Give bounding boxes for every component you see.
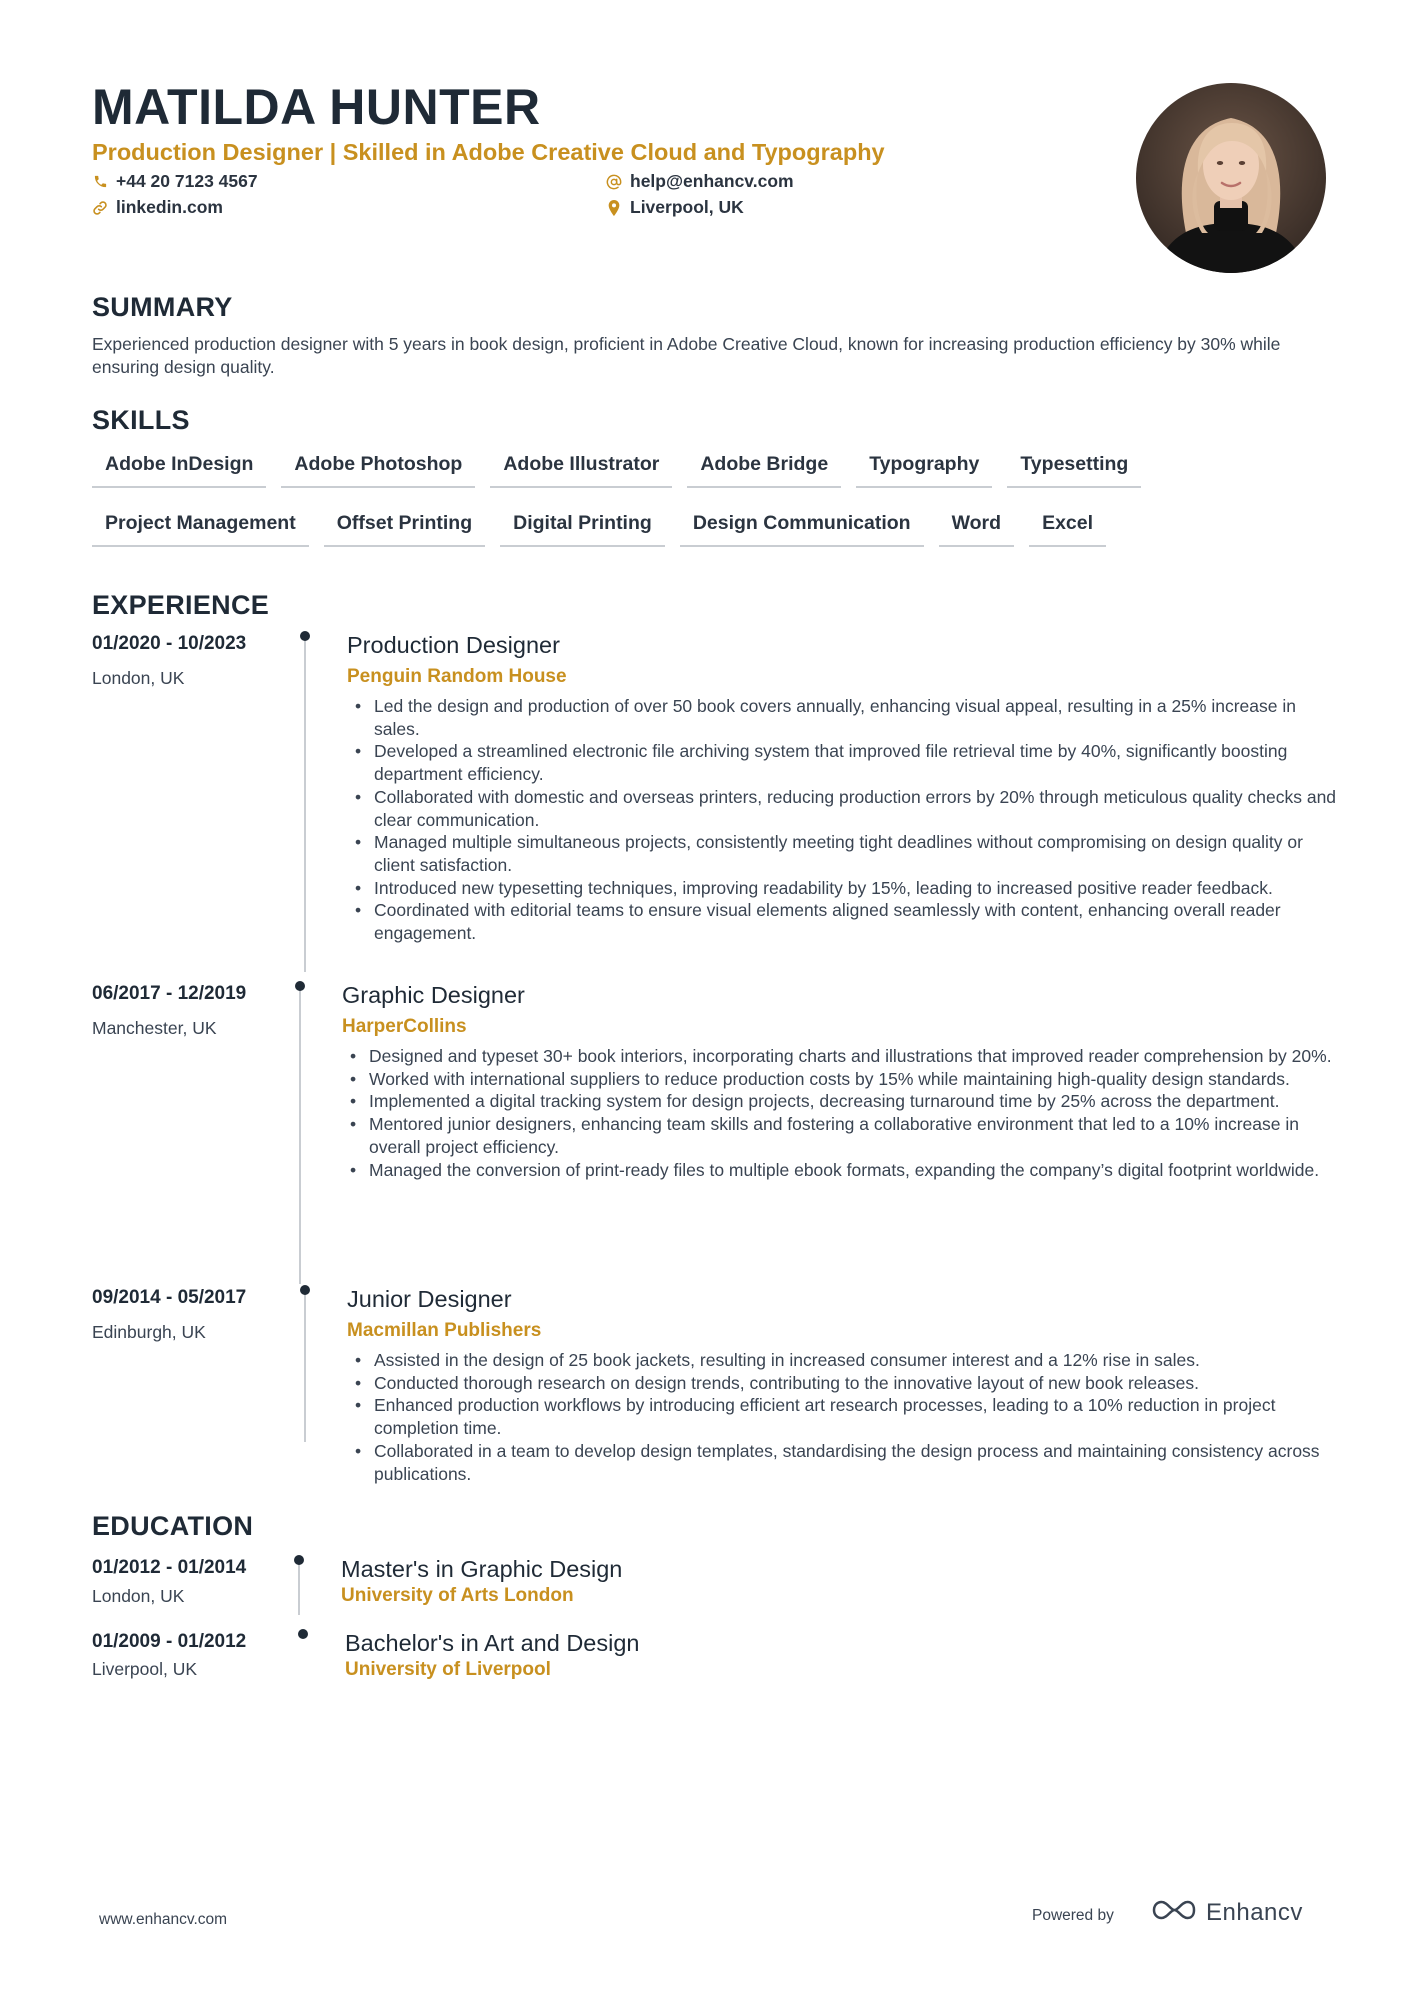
degree-title: Master's in Graphic Design [341,1556,623,1582]
summary-heading: SUMMARY [92,292,233,322]
skill-tag: Adobe InDesign [92,453,266,488]
bullet-item: • Coordinated with editorial teams to ensure visual elements aligned seamlessly with content, enhancing overall reader engagement. [348,899,1338,944]
job-bullets [348,695,1338,945]
timeline-line [298,1561,300,1615]
bullet-item: • Managed multiple simultaneous projects, consistently meeting tight deadlines without compromising on design quality or client satisfaction. [348,831,1338,876]
skill-tag: Digital Printing [500,512,665,547]
enhancv-brand-text: Enhancv [1206,1898,1303,1926]
bullet-item: • Enhanced production workflows by introducing efficient art research processes, leading to a 10% reduction in project completion time. [348,1394,1338,1439]
job-location: Manchester, UK [92,1018,217,1038]
enhancv-logo[interactable] [1150,1897,1303,1928]
location-text: Liverpool, UK [630,197,744,217]
bullet-item: • Worked with international suppliers to reduce production costs by 15% while maintaining high-quality design standards. [343,1068,1333,1091]
job-dates: 06/2017 - 12/2019 [92,983,247,1004]
edu-dates: 01/2012 - 01/2014 [92,1557,247,1578]
footer-website-link[interactable]: www.enhancv.com [99,1911,228,1928]
linkedin-link[interactable]: linkedin.com [116,197,223,217]
skill-tag: Adobe Bridge [687,453,841,488]
bullet-item: • Assisted in the design of 25 book jackets, resulting in increased consumer interest and a 12% rise in sales. [348,1349,1338,1372]
company-name: HarperCollins [342,1016,467,1037]
bullet-item: • Mentored junior designers, enhancing team skills and fostering a collaborative environment that led to a 10% increase in overall project efficiency. [343,1113,1333,1158]
skill-tag: Offset Printing [324,512,485,547]
timeline-line [304,636,306,972]
job-title: Production Designer [347,632,560,658]
timeline-dot [300,631,310,641]
enhancv-logo-icon [1150,1897,1198,1928]
school-name: University of Liverpool [345,1659,551,1680]
edu-location: Liverpool, UK [92,1659,198,1679]
phone-text: +44 20 7123 4567 [116,171,258,191]
skill-tag: Typesetting [1007,453,1141,488]
school-name: University of Arts London [341,1585,574,1606]
timeline-dot [294,1555,304,1565]
degree-title: Bachelor's in Art and Design [345,1630,640,1656]
bullet-item: • Implemented a digital tracking system for design projects, decreasing turnaround time by 25% across the department. [343,1090,1333,1113]
job-bullets [343,1045,1333,1181]
education-heading: EDUCATION [92,1511,254,1541]
footer-powered-by: Powered by [1032,1907,1114,1924]
job-dates: 01/2020 - 10/2023 [92,633,247,654]
timeline-dot [295,981,305,991]
skills-row-1 [92,453,1141,488]
job-location: Edinburgh, UK [92,1322,206,1342]
skill-tag: Excel [1029,512,1106,547]
contact-email[interactable] [606,171,794,192]
at-icon [606,174,622,190]
skill-tag: Project Management [92,512,309,547]
skill-tag: Typography [856,453,992,488]
email-link[interactable]: help@enhancv.com [630,171,794,191]
bullet-item: • Collaborated in a team to develop design templates, standardising the design process and maintaining consistency across publications. [348,1440,1338,1485]
timeline-dot [300,1285,310,1295]
bullet-item: • Developed a streamlined electronic file archiving system that improved file retrieval time by 40%, significantly boosting department efficiency. [348,740,1338,785]
location-pin-icon [606,200,622,216]
skill-tag: Adobe Illustrator [490,453,672,488]
skills-heading: SKILLS [92,405,190,435]
experience-heading: EXPERIENCE [92,590,270,620]
edu-dates: 01/2009 - 01/2012 [92,1631,247,1652]
job-location: London, UK [92,668,185,688]
timeline-line [304,1290,306,1442]
summary-text: Experienced production designer with 5 years in book design, proficient in Adobe Creative Cloud, known for increasing production efficiency by 30% while ensuring design quality. [92,334,1281,377]
link-icon [92,200,108,216]
skill-tag: Design Communication [680,512,924,547]
skill-tag: Word [939,512,1014,547]
job-bullets [348,1349,1338,1485]
skills-row-2 [92,512,1106,547]
bullet-item: • Collaborated with domestic and overseas printers, reducing production errors by 20% through meticulous quality checks and clear communication. [348,786,1338,831]
company-name: Macmillan Publishers [347,1320,542,1341]
timeline-line [299,986,301,1284]
job-dates: 09/2014 - 05/2017 [92,1287,247,1308]
bullet-item: • Led the design and production of over 50 book covers annually, enhancing visual appeal, resulting in a 25% increase in sales. [348,695,1338,740]
contact-phone [92,171,258,192]
profile-photo [1136,83,1326,273]
contact-location [606,197,744,218]
phone-icon [92,174,108,190]
bullet-item: • Managed the conversion of print-ready files to multiple ebook formats, expanding the company’s digital footprint worldwide. [343,1159,1333,1182]
job-title: Graphic Designer [342,982,525,1008]
timeline-dot [298,1629,308,1639]
skill-tag: Adobe Photoshop [281,453,475,488]
bullet-item: • Conducted thorough research on design trends, contributing to the innovative layout of new book releases. [348,1372,1338,1395]
job-title: Junior Designer [347,1286,512,1312]
bullet-item: • Introduced new typesetting techniques, improving readability by 15%, leading to increased positive reader feedback. [348,877,1338,900]
candidate-name: MATILDA HUNTER [92,79,541,135]
bullet-item: • Designed and typeset 30+ book interiors, incorporating charts and illustrations that improved reader comprehension by 20%. [343,1045,1333,1068]
contact-linkedin[interactable] [92,197,223,218]
edu-location: London, UK [92,1586,185,1606]
candidate-headline: Production Designer | Skilled in Adobe Creative Cloud and Typography [92,139,885,165]
company-name: Penguin Random House [347,666,567,687]
